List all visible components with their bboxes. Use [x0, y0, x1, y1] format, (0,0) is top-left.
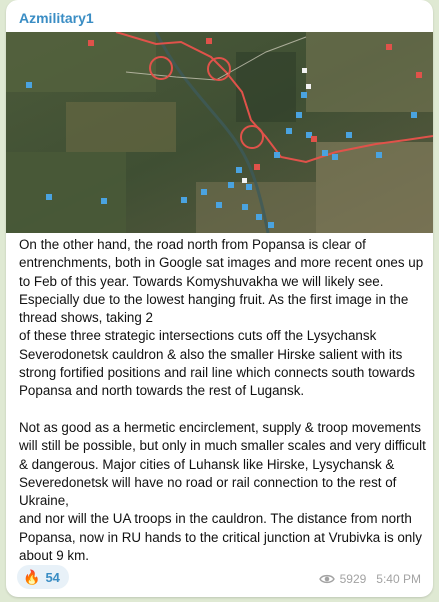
message-time: 5:40 PM: [376, 572, 421, 586]
post-text: On the other hand, the road north from Popansa is clear of entrenchments, both in Google sat images and more recent ones up to Feb of this year. Towards Komyshuvakha we will likely see. Especially due to the lowest hanging fruit. As the first image in the thread shows, taking 2 of these three strategic intersections cuts off the Lysychansk Severodonetsk cauldron & also the smaller Hirske salient with its strong fortified positions and rail line which connects south towards Popansa and north towards the rest of Lugansk. Not as good as a hermetic encirclement, supply & troop movements will still be possible, but only in much smaller scales and very difficult & dangerous. Major cities of Luhansk like Hirske, Lysychansk & Severedonetsk will have no road or rail connection to the rest of Ukraine, and nor will the UA troops in the cauldron. The distance from north Popansa, now in RU hands to the critical junction at Vrubivka is only about 9 km.: [19, 237, 426, 564]
message-meta: [319, 572, 421, 586]
view-count: 5929: [339, 572, 367, 586]
message-bubble: [6, 0, 433, 597]
channel-name[interactable]: Azmilitary1: [19, 10, 94, 26]
satellite-map-image[interactable]: [6, 32, 433, 233]
reaction-count: 54: [45, 569, 60, 585]
reaction-button[interactable]: [17, 565, 69, 589]
fire-emoji: 🔥: [23, 569, 41, 585]
eye-icon: [319, 573, 335, 585]
